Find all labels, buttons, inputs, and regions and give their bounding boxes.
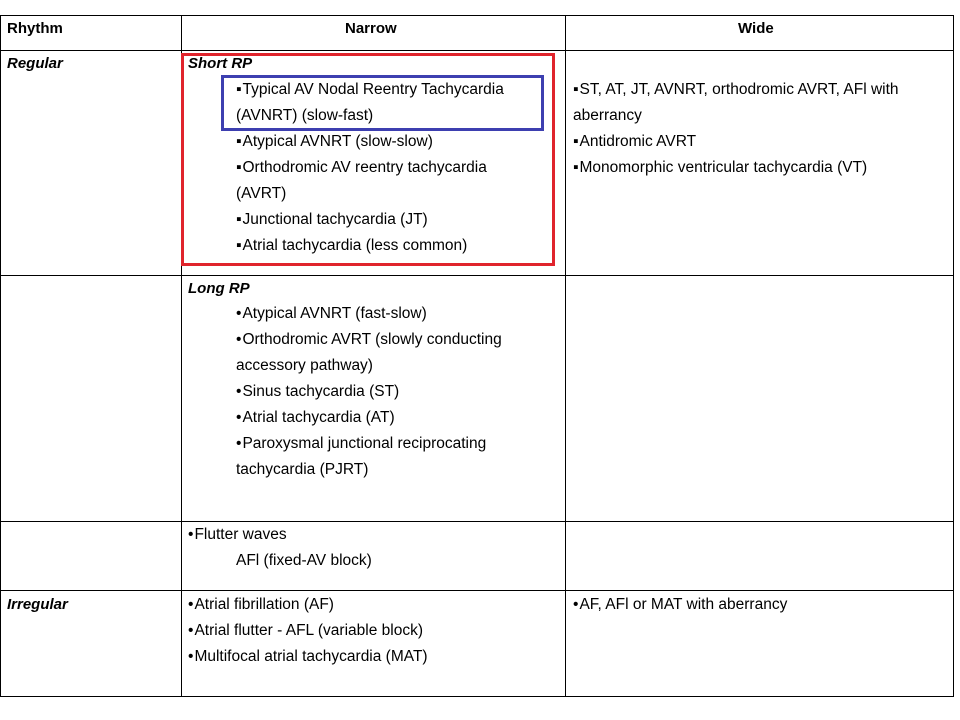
short-rp-heading: Short RP <box>188 55 253 72</box>
header-divider <box>0 50 954 51</box>
list-item: • Atrial flutter - AFL (variable block) <box>188 618 423 644</box>
list-item-continuation: (AVNRT) (slow-fast) <box>236 107 374 124</box>
header-wide: Wide <box>738 20 774 37</box>
list-item: • Atypical AVNRT (fast-slow) <box>236 301 427 327</box>
list-item: ▪ Junctional tachycardia (JT) <box>236 207 428 233</box>
list-item-continuation: accessory pathway) <box>236 357 373 374</box>
list-item: ▪ ST, AT, JT, AVNRT, orthodromic AVRT, AFl with <box>573 77 899 103</box>
list-item: • Orthodromic AVRT (slowly conducting <box>236 327 502 353</box>
table-border-right <box>953 15 954 697</box>
long-rp-heading: Long RP <box>188 280 250 297</box>
list-item: ▪ Typical AV Nodal Reentry Tachycardia <box>236 77 504 103</box>
list-item: ▪ Antidromic AVRT <box>573 129 696 155</box>
column-divider <box>565 15 566 697</box>
row-divider <box>0 521 954 522</box>
list-item: ▪ Atrial tachycardia (less common) <box>236 233 467 259</box>
header-rhythm: Rhythm <box>7 20 63 37</box>
list-item-continuation: aberrancy <box>573 107 642 124</box>
list-item: • Atrial fibrillation (AF) <box>188 592 334 618</box>
list-item-continuation: (AVRT) <box>236 185 287 202</box>
row-label-regular: Regular <box>7 55 63 72</box>
row-label-irregular: Irregular <box>7 596 68 613</box>
list-item: • Flutter waves <box>188 522 287 548</box>
list-item: • AF, AFl or MAT with aberrancy <box>573 592 787 618</box>
list-item: ▪ Orthodromic AV reentry tachycardia <box>236 155 487 181</box>
list-item: • Multifocal atrial tachycardia (MAT) <box>188 644 428 670</box>
table-border-left <box>0 15 1 697</box>
row-divider <box>0 590 954 591</box>
header-narrow: Narrow <box>345 20 397 37</box>
list-item: • Sinus tachycardia (ST) <box>236 379 399 405</box>
row-divider <box>0 275 954 276</box>
table-border-bottom <box>0 696 954 697</box>
list-item: ▪ Atypical AVNRT (slow-slow) <box>236 129 433 155</box>
list-item: • Paroxysmal junctional reciprocating <box>236 431 486 457</box>
list-item: ▪ Monomorphic ventricular tachycardia (VT) <box>573 155 867 181</box>
list-item-continuation: AFl (fixed-AV block) <box>236 552 372 569</box>
list-item: • Atrial tachycardia (AT) <box>236 405 395 431</box>
table-border-top <box>0 15 954 16</box>
list-item-continuation: tachycardia (PJRT) <box>236 461 369 478</box>
